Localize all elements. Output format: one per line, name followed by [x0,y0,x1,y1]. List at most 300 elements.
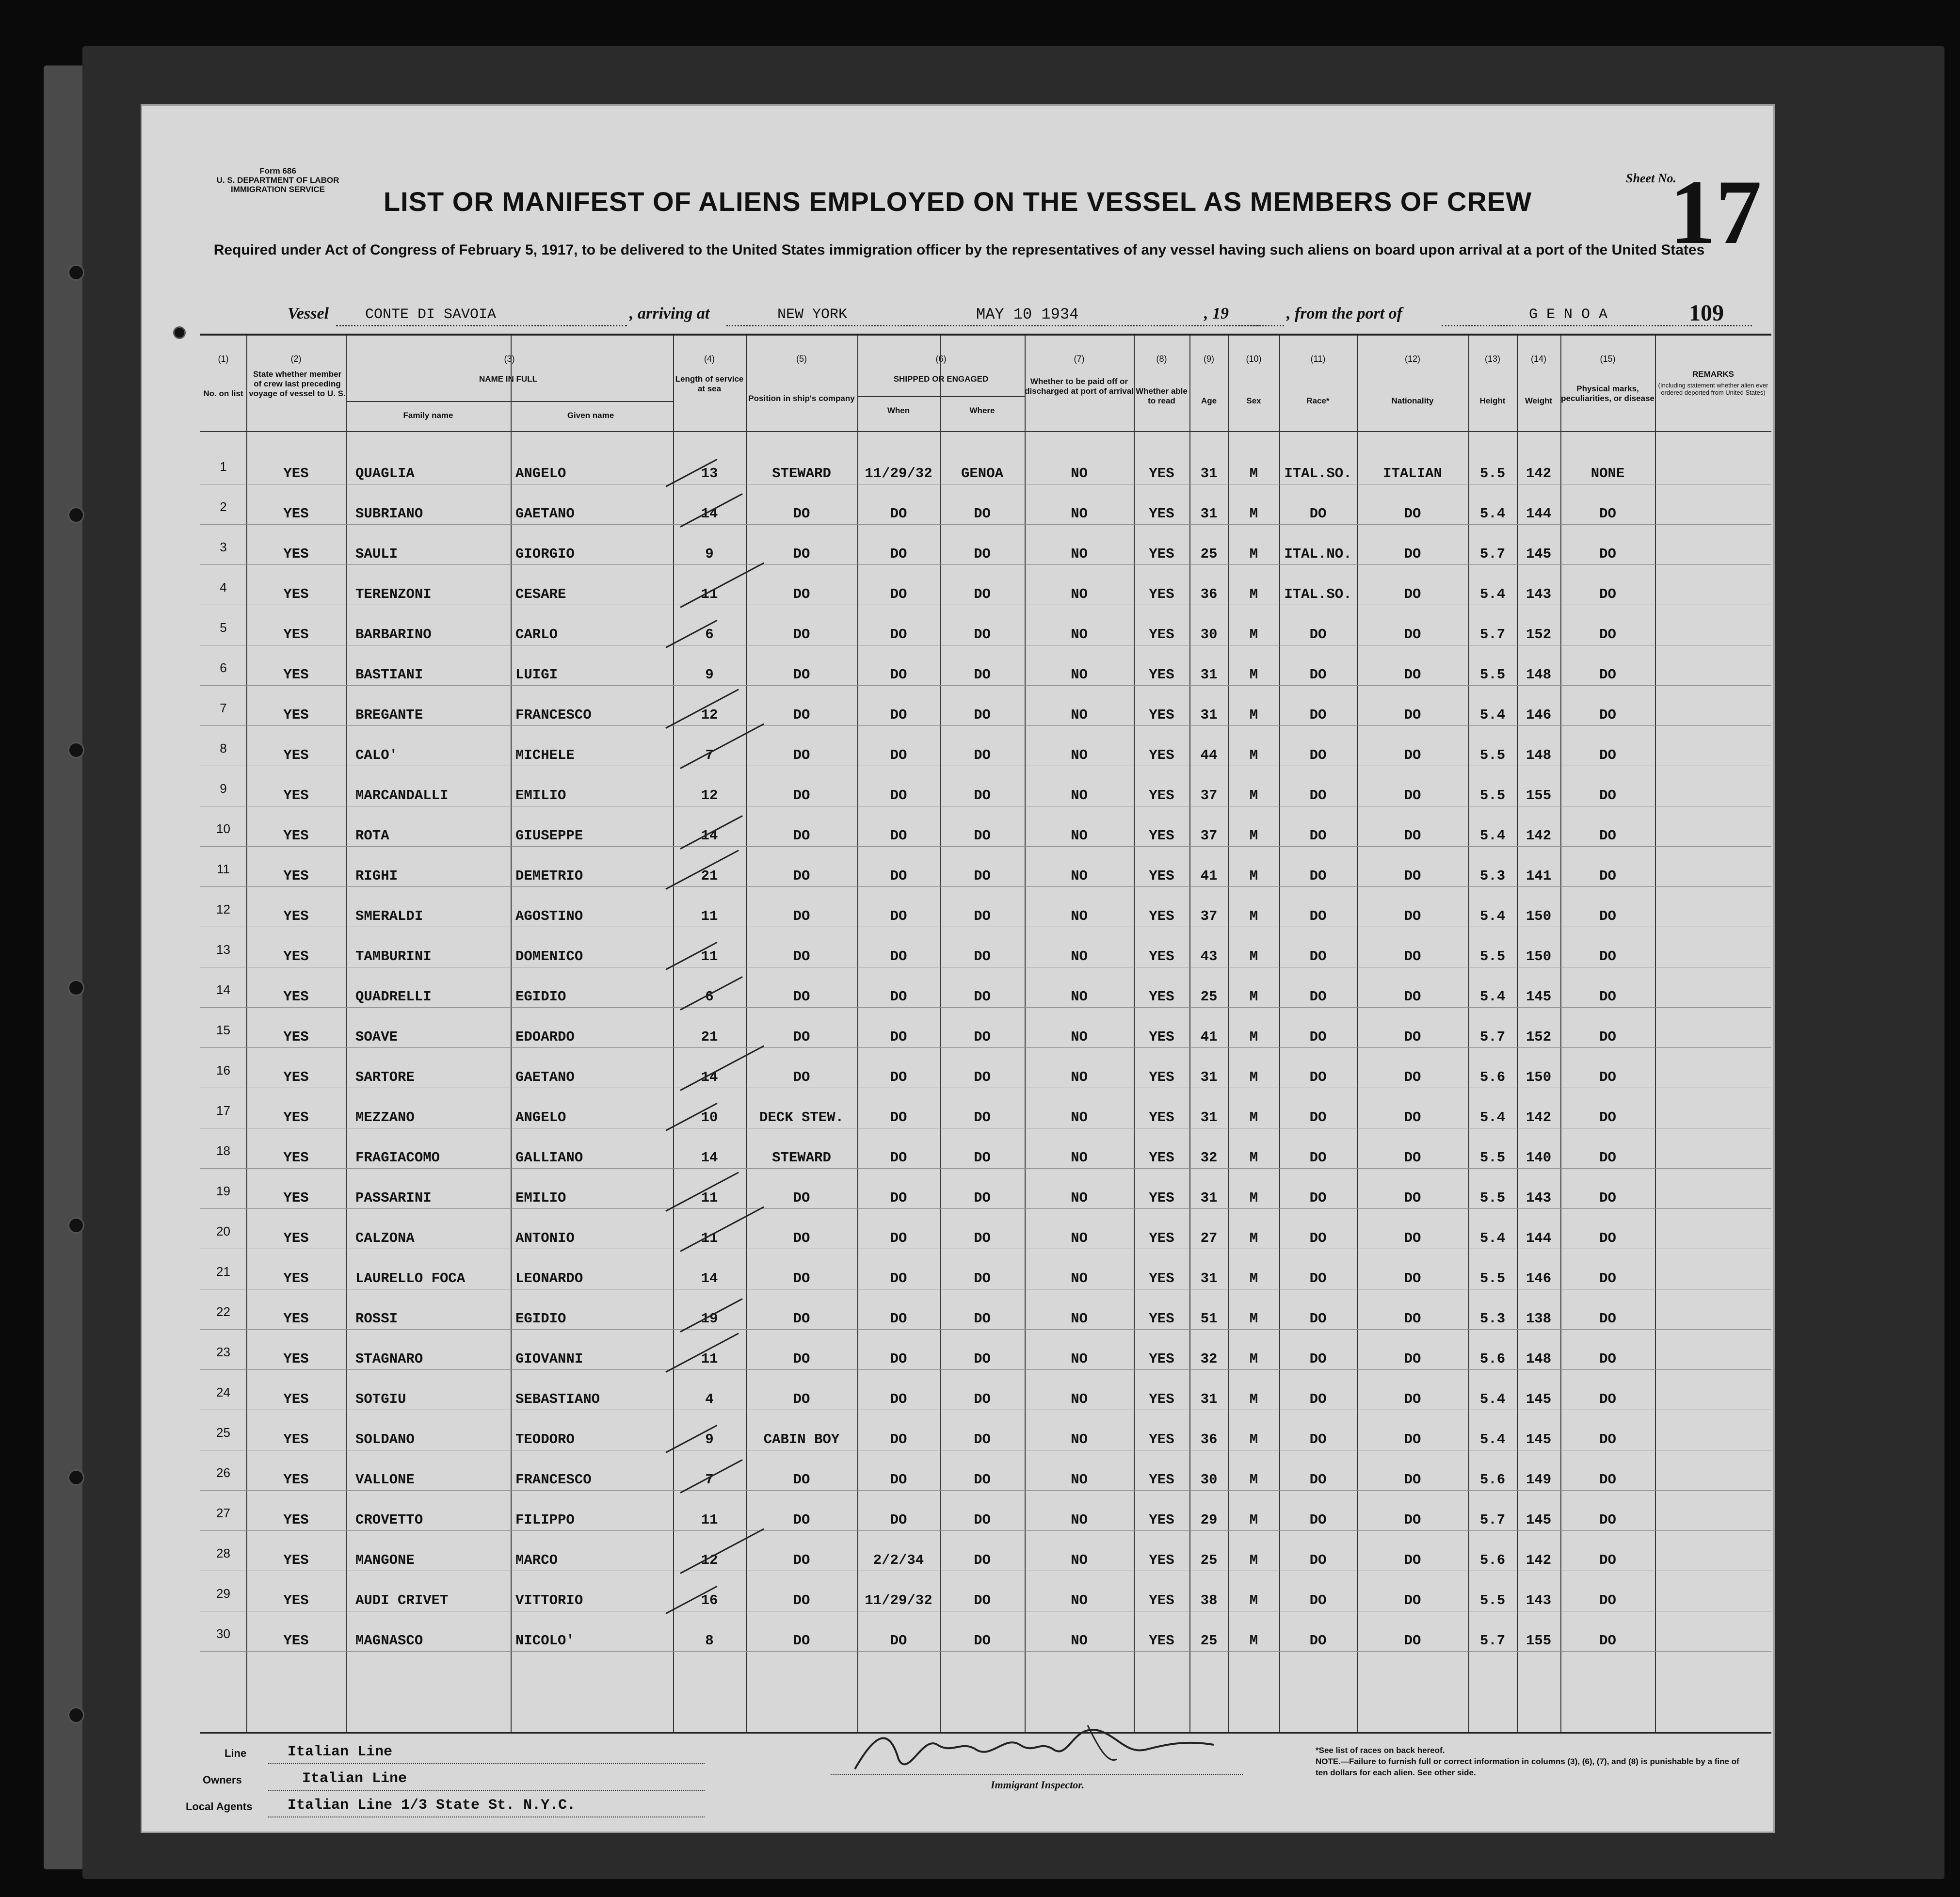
cell-no: 30 [216,1626,230,1641]
cell-service: 9 [705,667,714,683]
cell-nat: DO [1404,1109,1421,1125]
cell-sex: M [1249,506,1258,522]
row-rule [200,524,1771,525]
cell-position: DO [793,1512,810,1528]
cell-height: 5.5 [1479,667,1506,683]
cell-no: 10 [216,821,230,836]
cell-service: 4 [705,1391,714,1407]
cell-no: 17 [216,1103,230,1118]
cell-when: 2/2/34 [873,1552,924,1568]
cell-where: DO [974,1270,991,1286]
cell-nat: DO [1404,908,1421,924]
cell-read: YES [1149,667,1174,683]
cell-read: YES [1149,1029,1174,1045]
cell-marks: DO [1599,828,1616,844]
cell-position: DO [793,1633,810,1649]
cell-family: SUBRIANO [355,506,423,522]
cell-position: STEWARD [772,466,831,482]
cell-when: DO [890,788,907,804]
cell-given: ANGELO [515,466,566,482]
form-id-line: U. S. DEPARTMENT OF LABOR [216,176,339,185]
inspector-signature [845,1716,1223,1784]
cell-read: YES [1149,1109,1174,1125]
subtitle: Required under Act of Congress of February 5, 1917, to be delivered to the United States immigration officer by the representatives of any vessel having such aliens on board upon arrival at a port of the United States [213,242,1705,258]
cell-where: DO [974,546,991,562]
cell-age: 31 [1200,707,1218,723]
cell-when: DO [890,948,907,965]
cell-height: 5.7 [1479,1029,1506,1045]
cell-service: 21 [701,868,718,884]
cell-marks: DO [1599,1391,1616,1407]
cell-marks: DO [1599,868,1616,884]
header-shipped: SHIPPED OR ENGAGED [893,374,989,384]
cell-family: QUAGLIA [355,466,415,482]
cell-nat: DO [1404,747,1421,763]
header-given: Given name [567,411,614,420]
cell-family: VALLONE [355,1472,415,1488]
cell-paid: NO [1071,1431,1088,1447]
cell-marks: DO [1599,1270,1616,1286]
cell-read: YES [1149,1512,1174,1528]
cell-marks: DO [1599,506,1616,522]
cell-race: DO [1309,1270,1327,1286]
cell-family: ROTA [355,828,389,844]
page-number: 109 [1689,300,1724,326]
cell-age: 32 [1200,1150,1218,1166]
cell-read: YES [1149,788,1174,804]
cell-given: EGIDIO [515,989,566,1005]
cell-no: 19 [216,1184,230,1198]
cell-no: 2 [220,499,227,514]
cell-position: DECK STEW. [759,1109,844,1125]
cell-height: 5.5 [1479,1190,1506,1206]
cell-family: SOAVE [355,1029,398,1045]
header-crew: State whether member of crew last preceding voyage of vessel to U. S. [249,370,346,398]
cell-marks: DO [1599,1592,1616,1608]
column-number: (4) [704,354,715,364]
cell-nat: DO [1404,1311,1421,1327]
row-rule [200,1047,1771,1048]
cell-weight: 149 [1526,1472,1552,1488]
header-position: Position in ship's company [748,394,855,403]
cell-age: 37 [1200,788,1218,804]
cell-weight: 150 [1526,948,1552,965]
cell-weight: 148 [1526,1351,1552,1367]
cell-family: CALO' [355,747,398,763]
cell-family: TAMBURINI [355,948,432,965]
cell-race: ITAL.NO. [1284,546,1352,562]
cell-position: DO [793,1552,810,1568]
cell-no: 6 [220,660,227,675]
cell-read: YES [1149,1552,1174,1568]
cell-no: 20 [216,1224,230,1238]
cell-crew: YES [283,466,309,482]
cell-service: 11 [701,1351,718,1367]
cell-when: DO [890,1351,907,1367]
cell-paid: NO [1071,1552,1088,1568]
column-number: (14) [1530,354,1546,364]
cell-service: 14 [701,1150,718,1166]
cell-paid: NO [1071,1351,1088,1367]
cell-paid: NO [1071,707,1088,723]
cell-age: 30 [1200,627,1218,643]
header-nationality: Nationality [1391,396,1434,405]
cell-family: AUDI CRIVET [355,1592,449,1608]
cell-service: 19 [701,1311,718,1327]
cell-no: 1 [220,459,227,474]
cell-crew: YES [283,546,309,562]
cell-height: 5.7 [1479,1633,1506,1649]
cell-weight: 145 [1526,546,1552,562]
cell-when: DO [890,1150,907,1166]
cell-weight: 152 [1526,627,1552,643]
cell-height: 5.4 [1479,1431,1506,1447]
cell-height: 5.5 [1479,1592,1506,1608]
cell-age: 41 [1200,868,1218,884]
cell-nat: DO [1404,1472,1421,1488]
cell-race: DO [1309,908,1327,924]
cell-where: DO [974,1391,991,1407]
header-paid-off: Whether to be paid off or discharged at port of arrival [1025,377,1134,396]
cell-weight: 145 [1526,1512,1552,1528]
cell-age: 31 [1200,667,1218,683]
cell-read: YES [1149,989,1174,1005]
cell-given: GALLIANO [515,1150,583,1166]
cell-paid: NO [1071,1512,1088,1528]
cell-when: DO [890,546,907,562]
cell-height: 5.6 [1479,1552,1506,1568]
row-rule [200,725,1771,726]
cell-age: 25 [1200,546,1218,562]
cell-age: 51 [1200,1311,1218,1327]
cell-weight: 145 [1526,1391,1552,1407]
cell-race: DO [1309,1190,1327,1206]
cell-height: 5.6 [1479,1351,1506,1367]
punch-hole [68,742,84,758]
cell-given: GIOVANNI [515,1351,583,1367]
agents-value: Italian Line 1/3 State St. N.Y.C. [288,1797,576,1814]
cell-marks: DO [1599,1109,1616,1125]
cell-age: 31 [1200,1190,1218,1206]
owners-label: Owners [203,1774,242,1786]
column-number: (1) [218,354,229,364]
cell-where: DO [974,828,991,844]
cell-where: GENOA [961,466,1003,482]
header-age: Age [1201,396,1217,405]
cell-sex: M [1249,908,1258,924]
cell-height: 5.6 [1479,1069,1506,1085]
cell-nat: DO [1404,586,1421,602]
cell-crew: YES [283,1351,309,1367]
cell-paid: NO [1071,586,1088,602]
cell-when: DO [890,667,907,683]
cell-no: 25 [216,1425,230,1440]
header-name: NAME IN FULL [479,374,537,384]
cell-given: EMILIO [515,788,566,804]
cell-read: YES [1149,1431,1174,1447]
cell-when: DO [890,586,907,602]
cell-race: DO [1309,747,1327,763]
cell-nat: DO [1404,1230,1421,1246]
row-rule [200,685,1771,686]
cell-position: DO [793,1029,810,1045]
cell-read: YES [1149,1190,1174,1206]
cell-height: 5.5 [1479,1270,1506,1286]
cell-position: DO [793,586,810,602]
cell-nat: DO [1404,868,1421,884]
cell-crew: YES [283,506,309,522]
cell-where: DO [974,788,991,804]
cell-where: DO [974,747,991,763]
from-port: G E N O A [1529,306,1608,323]
punch-hole [68,980,84,996]
cell-paid: NO [1071,627,1088,643]
page-title: LIST OR MANIFEST OF ALIENS EMPLOYED ON THE VESSEL AS MEMBERS OF CREW [383,186,1532,217]
cell-no: 18 [216,1143,230,1158]
cell-race: DO [1309,1150,1327,1166]
cell-weight: 146 [1526,1270,1552,1286]
cell-race: DO [1309,1230,1327,1246]
vessel-label: Vessel [288,305,329,322]
cell-marks: DO [1599,586,1616,602]
cell-sex: M [1249,1069,1258,1085]
cell-marks: DO [1599,989,1616,1005]
cell-nat: DO [1404,1431,1421,1447]
cell-nat: DO [1404,707,1421,723]
row-rule [200,564,1771,565]
cell-nat: DO [1404,989,1421,1005]
cell-given: NICOLO' [515,1633,575,1649]
cell-read: YES [1149,1150,1174,1166]
cell-where: DO [974,506,991,522]
cell-race: DO [1309,1592,1327,1608]
cell-race: DO [1309,1069,1327,1085]
cell-when: DO [890,1109,907,1125]
cell-service: 9 [705,546,714,562]
cell-read: YES [1149,828,1174,844]
cell-given: ANGELO [515,1109,566,1125]
arriving-port: NEW YORK [777,306,848,323]
cell-marks: DO [1599,747,1616,763]
cell-age: 32 [1200,1351,1218,1367]
cell-crew: YES [283,1069,309,1085]
row-rule [200,846,1771,847]
cell-position: DO [793,1311,810,1327]
cell-sex: M [1249,667,1258,683]
cell-crew: YES [283,747,309,763]
header-family: Family name [403,411,453,420]
cell-height: 5.6 [1479,1472,1506,1488]
form-id-line: IMMIGRATION SERVICE [231,185,325,194]
cell-weight: 155 [1526,1633,1552,1649]
cell-family: SMERALDI [355,908,423,924]
header-service: Length of service at sea [675,374,744,393]
column-divider [1655,336,1656,1732]
cell-given: FRANCESCO [515,1472,592,1488]
cell-when: DO [890,908,907,924]
cell-race: DO [1309,506,1327,522]
row-rule [200,1208,1771,1209]
cell-height: 5.7 [1479,627,1506,643]
cell-read: YES [1149,1391,1174,1407]
cell-family: BARBARINO [355,627,432,643]
cell-weight: 148 [1526,747,1552,763]
cell-when: DO [890,1472,907,1488]
cell-no: 21 [216,1264,230,1279]
cell-given: DOMENICO [515,948,583,965]
cell-where: DO [974,1472,991,1488]
cell-where: DO [974,948,991,965]
cell-service: 13 [701,466,718,482]
row-rule [200,1007,1771,1008]
cell-where: DO [974,1150,991,1166]
cell-when: DO [890,1311,907,1327]
cell-read: YES [1149,586,1174,602]
cell-paid: NO [1071,1391,1088,1407]
cell-service: 11 [701,1512,718,1528]
cell-position: DO [793,506,810,522]
cell-nat: DO [1404,788,1421,804]
cell-position: DO [793,989,810,1005]
cell-race: DO [1309,1029,1327,1045]
cell-age: 31 [1200,1270,1218,1286]
cell-given: GAETANO [515,1069,575,1085]
column-number: (15) [1600,354,1616,364]
cell-position: DO [793,627,810,643]
date-stamp: MAY 10 1934 [976,305,1079,323]
cell-weight: 141 [1526,868,1552,884]
cell-height: 5.4 [1479,989,1506,1005]
cell-read: YES [1149,1592,1174,1608]
year-label: , 19 [1204,305,1229,322]
line-label: Line [225,1747,247,1759]
cell-family: BASTIANI [355,667,423,683]
cell-position: DO [793,1190,810,1206]
cell-race: DO [1309,1351,1327,1367]
header-weight: Weight [1525,396,1553,405]
cell-height: 5.5 [1479,1150,1506,1166]
cell-weight: 142 [1526,828,1552,844]
sheet-number: 17 [1670,161,1762,263]
cell-no: 11 [217,862,230,876]
cell-no: 9 [220,781,227,796]
header-height: Height [1479,396,1506,405]
cell-family: MAGNASCO [355,1633,423,1649]
inspector-label: Immigrant Inspector. [991,1779,1085,1791]
cell-where: DO [974,707,991,723]
cell-given: EDOARDO [515,1029,575,1045]
cell-nat: DO [1404,1029,1421,1045]
column-number: (5) [796,354,807,364]
cell-given: AGOSTINO [515,908,583,924]
cell-marks: DO [1599,1311,1616,1327]
cell-marks: DO [1599,1633,1616,1649]
cell-sex: M [1249,1109,1258,1125]
cell-position: CABIN BOY [763,1431,840,1447]
fine-note: NOTE.—Failure to furnish full or correct information in columns (3), (6), (7), and (8) is punishable by a fine of ten dollars for each alien. See other side. [1316,1757,1739,1777]
header-rule [346,401,673,402]
cell-paid: NO [1071,1311,1088,1327]
cell-race: DO [1309,1552,1327,1568]
cell-family: FRAGIACOMO [355,1150,440,1166]
cell-position: DO [793,747,810,763]
cell-position: DO [793,546,810,562]
cell-when: DO [890,506,907,522]
cell-nat: DO [1404,948,1421,965]
cell-position: DO [793,707,810,723]
cell-crew: YES [283,1592,309,1608]
cell-race: DO [1309,1633,1327,1649]
cell-sex: M [1249,1592,1258,1608]
cell-no: 23 [216,1345,230,1359]
cell-service: 7 [705,1472,714,1488]
cell-height: 5.5 [1479,466,1506,482]
cell-crew: YES [283,1391,309,1407]
cell-given: GIUSEPPE [515,828,583,844]
row-rule [200,1490,1771,1491]
row-rule [200,1530,1771,1531]
cell-nat: DO [1404,1592,1421,1608]
cell-race: DO [1309,948,1327,965]
cell-paid: NO [1071,1190,1088,1206]
column-number: (2) [290,354,302,364]
cell-read: YES [1149,627,1174,643]
cell-family: CROVETTO [355,1512,423,1528]
cell-no: 14 [216,982,230,997]
cell-crew: YES [283,667,309,683]
cell-age: 31 [1200,1069,1218,1085]
column-number: (12) [1404,354,1420,364]
cell-sex: M [1249,546,1258,562]
cell-when: DO [890,747,907,763]
cell-when: DO [890,1391,907,1407]
cell-where: DO [974,1552,991,1568]
cell-race: ITAL.SO. [1284,466,1352,482]
cell-race: DO [1309,868,1327,884]
cell-height: 5.5 [1479,788,1506,804]
cell-no: 15 [216,1023,230,1037]
cell-service: 12 [701,1552,718,1568]
cell-paid: NO [1071,868,1088,884]
cell-age: 29 [1200,1512,1218,1528]
cell-nat: DO [1404,1069,1421,1085]
cell-position: DO [793,868,810,884]
vessel-name: CONTE DI SAVOIA [365,306,497,323]
cell-paid: NO [1071,506,1088,522]
cell-family: MANGONE [355,1552,415,1568]
cell-weight: 143 [1526,586,1552,602]
cell-sex: M [1249,1633,1258,1649]
cell-when: DO [890,868,907,884]
header-remarks-sub: (Including statement whether alien ever ordered deported from United States) [1658,382,1768,396]
cell-no: 8 [220,741,227,756]
cell-when: DO [890,1270,907,1286]
cell-when: DO [890,1633,907,1649]
cell-nat: DO [1404,667,1421,683]
races-note: *See list of races on back hereof. [1316,1746,1445,1755]
cell-weight: 145 [1526,989,1552,1005]
cell-family: SARTORE [355,1069,415,1085]
cell-age: 43 [1200,948,1218,965]
cell-nat: DO [1404,627,1421,643]
cell-nat: DO [1404,1552,1421,1568]
cell-paid: NO [1071,1230,1088,1246]
cell-paid: NO [1071,546,1088,562]
cell-crew: YES [283,1311,309,1327]
cell-weight: 145 [1526,1431,1552,1447]
cell-nat: DO [1404,828,1421,844]
crew-table [200,334,1771,1734]
